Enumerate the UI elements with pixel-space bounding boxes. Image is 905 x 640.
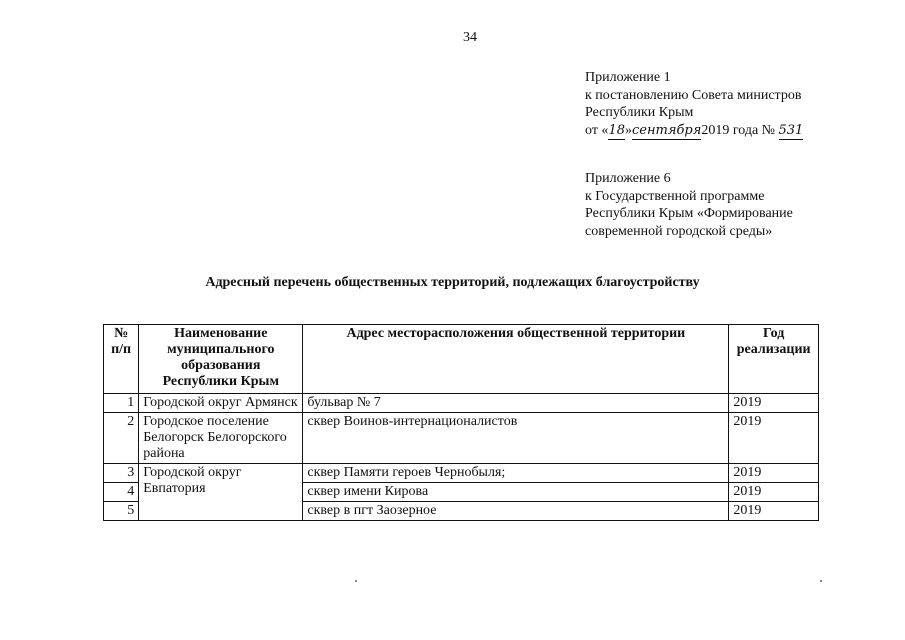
table-row [104, 464, 819, 483]
row-year: 2019 [729, 483, 819, 502]
territories-table [103, 324, 819, 521]
row-year: 2019 [729, 502, 819, 521]
row-municipality: Городской округ Армянск [139, 394, 303, 413]
annex-6-title: Приложение 6 [585, 171, 671, 186]
row-num: 2 [104, 413, 139, 464]
table-header-row [104, 325, 819, 394]
annex-1-line2: к постановлению Совета министров [585, 87, 802, 103]
row-address: сквер в пгт Заозерное [303, 502, 729, 521]
row-municipality: Городское поселение Белогорск Белогорского района [139, 413, 303, 464]
header-address: Адрес месторасположения общественной территории [303, 325, 729, 394]
row-address: сквер имени Кирова [303, 483, 729, 502]
page-number: 34 [463, 30, 477, 45]
scan-artifact [820, 580, 822, 582]
scan-artifact [355, 580, 357, 582]
date-prefix: от « [585, 122, 609, 138]
row-address: сквер Памяти героев Чернобыля; [303, 464, 729, 483]
row-year: 2019 [729, 413, 819, 464]
annex-6-line3: Республики Крым «Формирование [585, 206, 793, 221]
row-year: 2019 [729, 464, 819, 483]
row-year: 2019 [729, 394, 819, 413]
table-row [104, 394, 819, 413]
row-num: 4 [104, 483, 139, 502]
annex-1-block [585, 69, 803, 140]
annex-6-block [585, 170, 793, 240]
row-municipality: Городской округ Евпатория [139, 464, 303, 521]
table-row [104, 413, 819, 464]
row-num: 5 [104, 502, 139, 521]
row-num: 3 [104, 464, 139, 483]
date-year: 2019 года № [701, 122, 776, 138]
annex-1-title: Приложение 1 [585, 70, 671, 85]
annex-1-line3: Республики Крым [585, 105, 694, 120]
row-address: сквер Воинов-интернационалистов [303, 413, 729, 464]
handwritten-day: 18 [608, 122, 625, 141]
header-num: № п/п [104, 325, 139, 394]
row-address: бульвар № 7 [303, 394, 729, 413]
row-num: 1 [104, 394, 139, 413]
handwritten-month: сентября [632, 122, 701, 141]
document-title: Адресный перечень общественных территорий, подлежащих благоустройству [205, 275, 700, 290]
annex-6-line4: современной городской среды» [585, 223, 773, 239]
annex-1-date-line [585, 122, 803, 141]
handwritten-number: 531 [779, 122, 804, 141]
annex-6-line2: к Государственной программе [585, 188, 765, 204]
date-mid: » [624, 122, 632, 138]
header-year: Год реализации [729, 325, 819, 394]
header-municipality: Наименование муниципального образования Республики Крым [139, 325, 303, 394]
